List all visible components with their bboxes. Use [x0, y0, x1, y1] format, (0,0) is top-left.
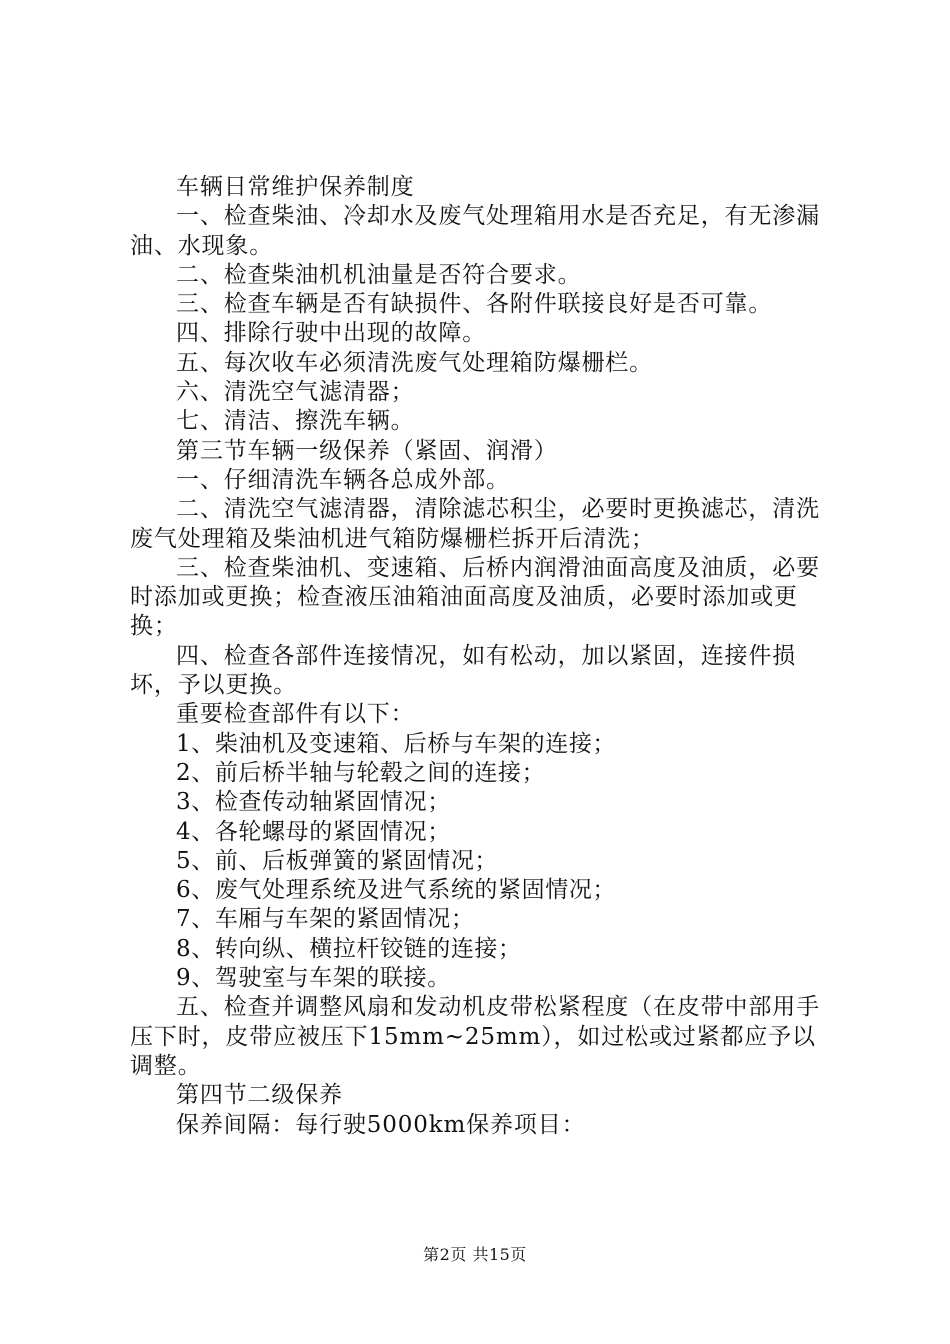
list-item: 8、转向纵、横拉杆铰链的连接； — [176, 935, 522, 962]
paragraph: 七、清洁、擦洗车辆。 — [176, 408, 415, 435]
paragraph: 四、检查各部件连接情况，如有松动，加以紧固，连接件损坏，予以更换。 — [130, 642, 797, 699]
section-heading: 第三节车辆一级保养（紧固、润滑） — [176, 437, 558, 464]
paragraph: 二、检查柴油机机油量是否符合要求。 — [176, 261, 582, 288]
paragraph: 二、清洗空气滤清器，清除滤芯积尘，必要时更换滤芯，清洗废气处理箱及柴油机进气箱防爆栅栏拆开后清洗； — [130, 496, 820, 552]
list-item: 9、驾驶室与车架的联接。 — [176, 965, 451, 992]
list-item: 3、检查传动轴紧固情况； — [176, 789, 451, 816]
document-body — [130, 173, 834, 1140]
paragraph: 三、检查车辆是否有缺损件、各附件联接良好是否可靠。 — [176, 291, 773, 318]
page-footer: 第2页 共15页 — [423, 1245, 527, 1264]
paragraph: 保养间隔：每行驶5000km保养项目： — [176, 1111, 586, 1138]
doc-title: 车辆日常维护保养制度 — [176, 174, 415, 200]
section-heading: 第四节二级保养 — [176, 1082, 343, 1109]
list-item: 6、废气处理系统及进气系统的紧固情况； — [176, 877, 617, 904]
paragraph: 四、排除行驶中出现的故障。 — [176, 320, 487, 347]
list-item: 2、前后桥半轴与轮毂之间的连接； — [176, 759, 546, 786]
paragraph: 六、清洗空气滤清器； — [176, 379, 415, 406]
paragraph: 五、每次收车必须清洗废气处理箱防爆栅栏。 — [176, 349, 653, 376]
list-item: 7、车厢与车架的紧固情况； — [176, 906, 475, 933]
list-item: 1、柴油机及变速箱、后桥与车架的连接； — [176, 730, 617, 757]
paragraph: 一、检查柴油、冷却水及废气处理箱用水是否充足，有无渗漏油、水现象。 — [130, 203, 820, 259]
paragraph: 一、仔细清洗车辆各总成外部。 — [176, 466, 510, 493]
list-item: 4、各轮螺母的紧固情况； — [176, 818, 451, 845]
paragraph: 三、检查柴油机、变速箱、后桥内润滑油面高度及油质，必要时添加或更换；检查液压油箱油面高度及油质，必要时添加或更换； — [130, 554, 820, 640]
list-item: 5、前、后板弹簧的紧固情况； — [176, 847, 499, 874]
paragraph: 五、检查并调整风扇和发动机皮带松紧程度（在皮带中部用手压下时，皮带应被压下15mm~25mm），如过松或过紧都应予以调整。 — [130, 994, 820, 1079]
paragraph: 重要检查部件有以下： — [176, 701, 415, 728]
